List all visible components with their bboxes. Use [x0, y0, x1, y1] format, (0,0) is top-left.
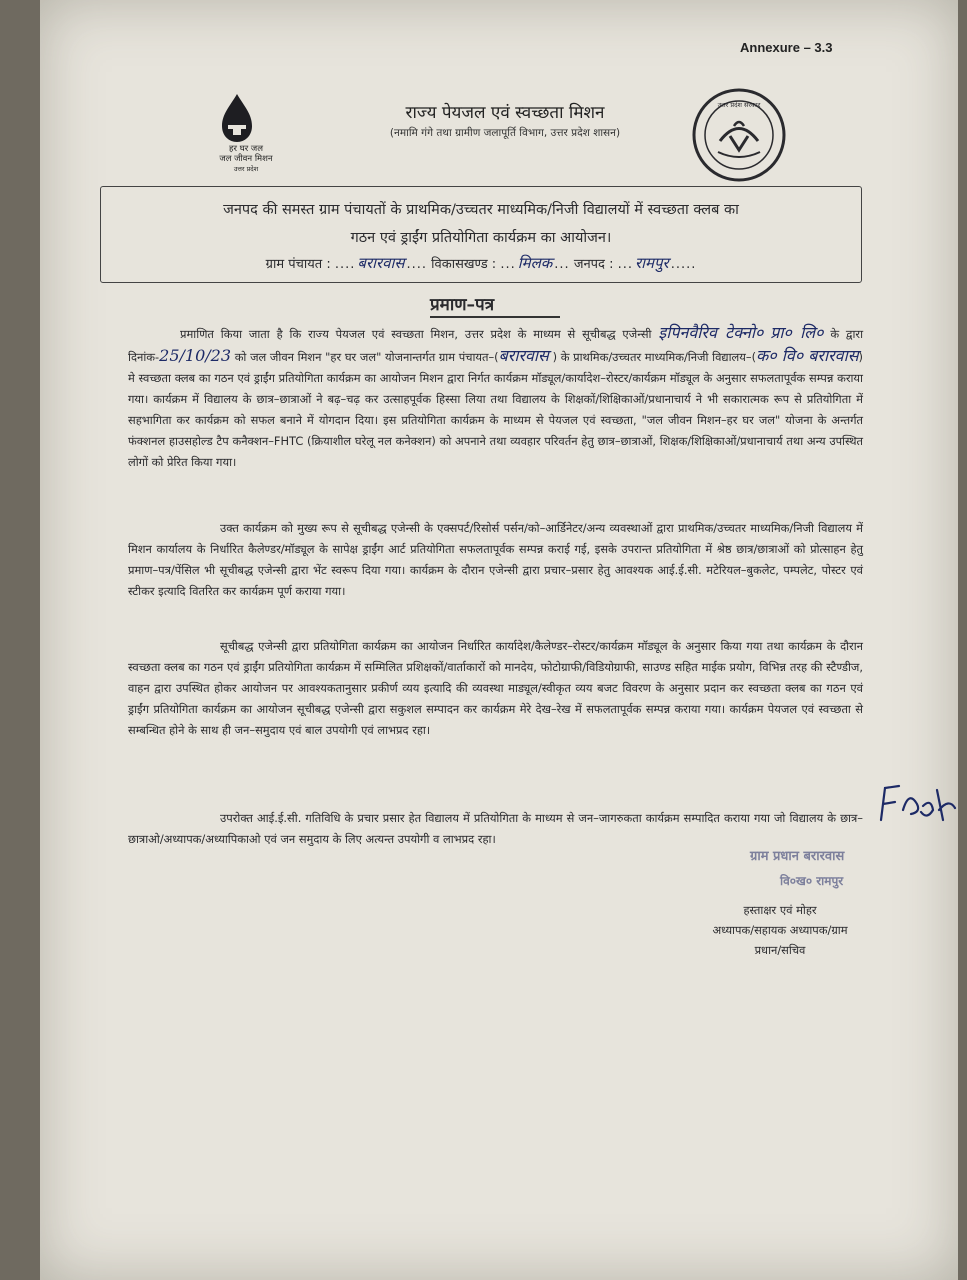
emblem-text: उत्तर प्रदेश सरकार	[717, 101, 761, 109]
date-handwritten: 25/10/23	[159, 346, 231, 365]
har-ghar-jal-logo	[190, 92, 300, 182]
signature-line2: अध्यापक/सहायक अध्यापक/ग्राम	[712, 923, 848, 937]
district-value: रामपुर	[635, 254, 669, 272]
banner-line1: जनपद की समस्त ग्राम पंचायतों के प्राथमिक/उच्चतर माध्यमिक/निजी विद्यालयों में स्वच्छता क्लब का	[223, 202, 739, 218]
signature-line3: प्रधान/सचिव	[754, 943, 806, 957]
p1-part-b: के द्वारा दिनांक-	[128, 327, 864, 364]
banner-location-line: ग्राम पंचायत : .... बरारवास .... विकासखण्ड : ... मिलक ... जनपद : ... रामपुर .....	[265, 254, 697, 272]
p1-part-e: ) मे स्वच्छता क्लब का गठन एवं ड्राईंग प्रतियोगिता कार्यक्रम का आयोजन मिशन द्वारा निर्गत कार्यक्रम मॉड्यूल/कार्यादेश–रोस्टर/कार्यक्रम मॉड्यूल के अनुसार सफलतापूर्वक सम्पन्न कराया गया। कार्यक्रम में विद्यालय के छात्र–छात्राओं ने बढ़–चढ़ कर उत्साहपूर्वक हिस्सा लिया तथा विद्यालय के शिक्षकों/शिक्षिकाओं/प्रधानाचार्य ने भी सकारात्मक रूप से प्रतियोगिता में सहभागिता कर कार्यक्रम को सफल बनाने में योगदान दिया। इस प्रतियोगिता कार्यक्रम के माध्यम से पेयजल एवं स्वच्छता, "जल जीवन मिशन–हर घर जल" योजना के अन्तर्गत फंक्शनल हाउसहोल्ड टैप कनैक्शन–FHTC (क्रियाशील घरेलू नल कनेक्शन) को अपनाने तथा व्यवहार परिवर्तन हेतु छात्र–छात्राओं, शिक्षक/शिक्षिकाओं/प्रधानाचार्य तथा अन्य उपस्थित लोगों को प्रेरित किया गया।	[128, 350, 863, 469]
logo-text-line2: जल जीवन मिशन	[219, 154, 273, 164]
stamp-line1: ग्राम प्रधान बरारवास	[750, 849, 845, 864]
signature-scrawl	[873, 770, 958, 840]
org-subtitle: (नमामि गंगे तथा ग्रामीण जलापूर्ति विभाग, उत्तर प्रदेश शासन)	[389, 127, 621, 139]
org-title: राज्य पेयजल एवं स्वच्छता मिशन	[405, 103, 605, 123]
logo-text-line1: हर घर जल	[229, 144, 263, 154]
stamp-line2: वि०ख० रामपुर	[780, 874, 844, 888]
pvt-ltd-handwritten: प्रा० लि०	[770, 323, 824, 342]
district-label: जनपद :	[573, 257, 614, 272]
agency-name-handwritten: इपिनवैरिव टेक्नो०	[658, 323, 764, 342]
gp-handwritten: बरारवास	[498, 346, 549, 365]
certificate-page	[40, 0, 958, 1280]
p2-text: उक्त कार्यक्रम को मुख्य रूप से सूचीबद्ध एजेन्सी के एक्सपर्ट/रिसोर्स पर्सन/को–आर्डिनेटर/अन्य व्यवस्थाओं द्वारा प्राथमिक/उच्चतर माध्यमिक/निजी विद्यालय में मिशन कार्यालय के निर्धारित कैलेण्डर/मॉड्यूल के सापेक्ष ड्राईंग आर्ट प्रतियोगिता सफलतापूर्वक सम्पन्न कराई गई, इसके उपरान्त प्रतियोगिता में श्रेष्ठ छात्र/छात्राओं को प्रोत्साहन हेतु प्रमाण–पत्र/पेंसिल भी सूचीबद्ध एजेन्सी द्वारा भेंट स्वरूप दिया गया। कार्यक्रम के दौरान एजेन्सी द्वारा प्रचार–प्रसार हेतु आवश्यक आई.ई.सी. मटेरियल–बुकलेट, पम्पलेट, पोस्टर एवं स्टीकर इत्यादि वितरित कर कार्यक्रम पूर्ण कराया गया।	[128, 521, 863, 598]
paragraph-1	[128, 322, 863, 473]
signature-block	[680, 900, 880, 960]
gram-panchayat-label: ग्राम पंचायत :	[265, 257, 331, 272]
program-banner	[100, 186, 862, 283]
signature-line1: हस्ताक्षर एवं मोहर	[743, 903, 817, 917]
paragraph-4	[128, 808, 863, 850]
block-value: मिलक	[517, 254, 553, 272]
p1-part-a: प्रमाणित किया जाता है कि राज्य पेयजल एवं स्वच्छता मिशन, उत्तर प्रदेश के माध्यम से सूचीबद्ध एजेन्सी	[180, 327, 652, 341]
paragraph-3	[128, 636, 863, 741]
paragraph-2	[128, 518, 863, 602]
p1-part-d: ) के प्राथमिक/उच्चतर माध्यमिक/निजी विद्यालय–(	[552, 350, 757, 364]
p1-part-c: को जल जीवन मिशन "हर घर जल" योजनान्तर्गत ग्राम पंचायत–(	[234, 350, 499, 364]
p3-text: सूचीबद्ध एजेन्सी द्वारा प्रतियोगिता कार्यक्रम का आयोजन निर्धारित कार्यादेश/कैलेण्डर–रोस्टर/कार्यक्रम मॉड्यूल के अनुसार किया गया तथा कार्यक्रम के दौरान स्वच्छता क्लब का गठन एवं ड्राईंग प्रतियोगिता कार्यक्रम में सम्मिलित प्रशिक्षकों/वार्ताकारों को मानदेय, फोटोग्राफी/विडियोग्राफी, साउण्ड सहित माईक प्रयोग, विभिन्न तरह की स्टैण्डीज, वाहन द्वारा उपस्थित होकर आयोजन पर आवश्यकतानुसार प्रकीर्ण व्यय इत्यादि की व्यवस्था माड्यूल/स्वीकृत व्यय बजट विवरण के अनुसार प्रदान कर स्वच्छता क्लब का गठन एवं ड्राईंग प्रतियोगिता कार्यक्रम का आयोजन सूचीबद्ध एजेन्सी द्वारा सकुशल सम्पादन कर कार्यक्रम मेरे देख–रेख में सफलतापूर्वक सम्पन्न कराया गया। कार्यक्रम पेयजल एवं स्वच्छता से सम्बन्धित होने के साथ ही जन–समुदाय एवं बाल उपयोगी एवं लाभप्रद रहा।	[128, 639, 863, 737]
block-label: विकासखण्ड :	[431, 257, 497, 272]
banner-line2: गठन एवं ड्राईंग प्रतियोगिता कार्यक्रम का आयोजन।	[350, 230, 612, 246]
gram-panchayat-value: बरारवास	[357, 254, 405, 272]
annexure-label: Annexure – 3.3	[740, 40, 833, 55]
title-underline	[430, 316, 560, 318]
p4-text: उपरोक्त आई.ई.सी. गतिविधि के प्रचार प्रसार हेत विद्यालय में प्रतियोगिता के माध्यम से जन–जागरुकता कार्यक्रम सम्पादित कराया गया जो विद्यालय के छात्र–छात्राओ/अध्यापक/अध्यापिकाओ एवं जन समुदाय के लिए अत्यन्त उपयोगी व लाभप्रद रहा।	[128, 811, 863, 846]
up-govt-emblem	[690, 86, 788, 184]
school-handwritten: क० वि० बरारवास	[756, 346, 859, 365]
certificate-title: प्रमाण–पत्र	[430, 295, 495, 315]
logo-text-line3: उत्तर प्रदेश	[233, 165, 259, 173]
